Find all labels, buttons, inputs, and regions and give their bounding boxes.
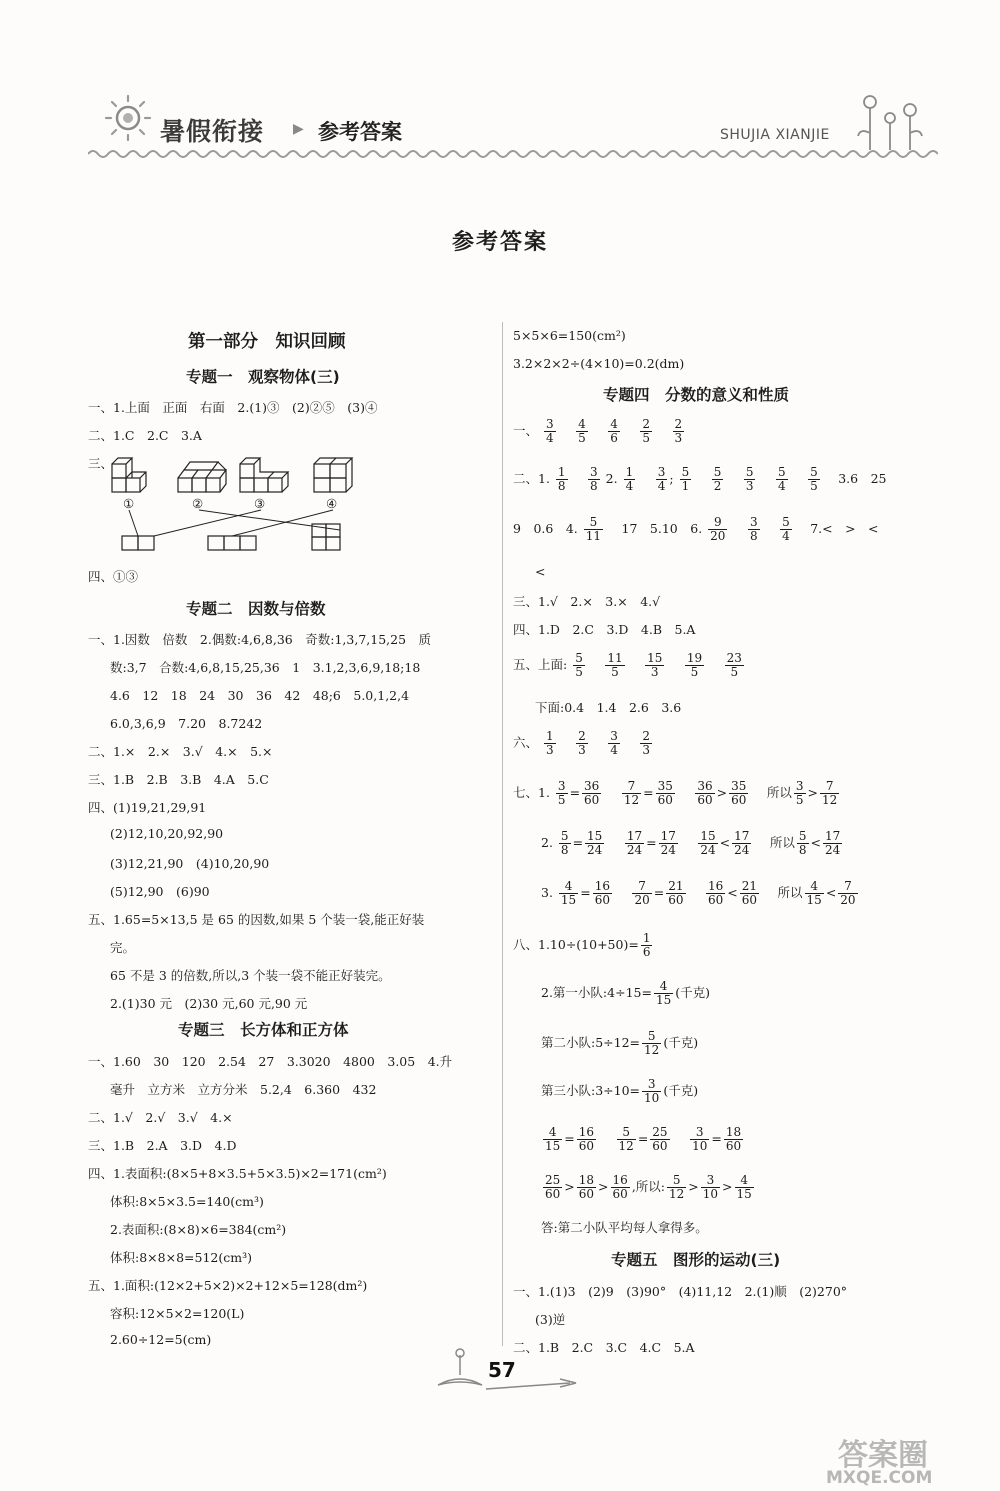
t3-line11: 2.60÷12=5(cm) [110,1332,212,1347]
t4-row-h: 下面:0.4 1.4 2.6 3.6 [535,700,682,715]
view-figure-1 [122,536,154,550]
page-number: 57 [488,1358,516,1382]
t4-row-q: $\frac{4}{15}$ = $\frac{16}{60}$ $\frac{5}{12}$ = $\frac{25}{60}$ $\frac{3}{10}$ = $\frac{18}{60}$ [545,1125,742,1154]
fraction: $\frac{4}{5}$ [578,417,586,446]
r-line2: 3.2×2×2÷(4×10)=0.2(dm) [513,356,685,371]
t4-row-p: 第三小队:3÷10= $\frac{3}{10}$ (千克) [541,1077,699,1106]
t2-line5: 二、1.× 2.× 3.√ 4.× 5.× [88,744,273,759]
fraction: $\frac{1}{8}$ [557,465,566,494]
t3-line10: 容积:12×5×2=120(L) [110,1306,245,1321]
brand-pinyin: SHUJIA XIANJIE [720,127,830,143]
t4-row-e: 三、1.√ 2.× 3.× 4.√ [513,594,661,609]
sun-icon [106,96,150,140]
cube-figure-2 [178,462,226,492]
fraction: $\frac{5}{2}$ [713,465,722,494]
watermark-logo: 答案圈 [838,1438,928,1473]
t2-line12: 完。 [110,940,136,955]
t3-line6: 体积:8×5×3.5=140(cm³) [110,1194,264,1209]
t4-row-n: 2.第一小队:4÷15= $\frac{4}{15}$ (千克) [541,979,710,1008]
arrow-right-icon: ▶ [293,121,304,137]
flower-icon [858,96,922,150]
fraction: $\frac{11}{5}$ [607,651,623,680]
matching-lines [129,510,340,536]
fraction: $\frac{15}{3}$ [647,651,663,680]
view-figure-2 [208,536,256,550]
part-title: 第一部分 知识回顾 [188,332,346,352]
t4-row-r: $\frac{25}{60}$ > $\frac{18}{60}$ > $\frac{16}{60}$ ,所以: $\frac{5}{12}$ > $\frac{3}{10}$ > $\frac{4}{15}$ [545,1173,752,1202]
t4-row-s: 答:第二小队平均每人拿得多。 [541,1220,708,1235]
t3-line3: 二、1.√ 2.√ 3.√ 4.× [88,1110,233,1125]
fraction: $\frac{4}{6}$ [610,417,618,446]
t4-row-i: 六、 $\frac{1}{3}$ $\frac{2}{3}$ $\frac{3}{4}$ $\frac{2}{3}$ [513,729,651,758]
fraction: $\frac{3}{8}$ [590,465,598,494]
fraction: $\frac{3}{4}$ [610,729,618,758]
wavy-divider [88,151,938,157]
t4-row-a: 一、 $\frac{3}{4}$ $\frac{4}{5}$ $\frac{4}{6}$ $\frac{2}{5}$ $\frac{2}{3}$ [513,417,683,446]
watermark-url: MXQE.COM [826,1468,933,1488]
header-section-title: 参考答案 [318,120,402,144]
page-title: 参考答案 [451,229,548,255]
t4-row-b: 二、1. $\frac{1}{8}$ $\frac{3}{8}$ 2. $\frac{1}{4}$ $\frac{3}{4}$ ; $\frac{5}{1}$ $\frac{5}{2}$ $\frac{5}{3}$ $\frac{5}{4}$ $\frac{5}{5}$ 3.6 25 [513,465,887,494]
cube-figure-4 [314,458,352,492]
t5-line3: 二、1.B 2.C 3.C 4.C 5.A [513,1340,695,1355]
t1-line1: 一、1.上面 正面 右面 2.(1)③ (2)②⑤ (3)④ [88,400,378,415]
fraction: $\frac{2}{3}$ [642,729,651,758]
t2-line13: 65 不是 3 的倍数,所以,3 个装一袋不能正好装完。 [110,968,391,983]
t3-line9: 五、1.面积:(12×2+5×2)×2+12×5=128(dm²) [88,1278,368,1293]
fraction: $\frac{5}{4}$ [777,465,786,494]
fraction: $\frac{1}{4}$ [625,465,634,494]
cube-label-2: ② [192,496,204,511]
topic3-title: 专题三 长方体和正方体 [178,1021,349,1039]
fraction: $\frac{5}{5}$ [810,465,818,494]
t3-line8: 体积:8×8×8=512(cm³) [110,1250,252,1265]
cube-label-3: ③ [254,496,266,511]
t2-line3: 4.6 12 18 24 30 36 42 48;6 5.0,1,2,4 [110,688,410,703]
t4-row-g: 五、上面: $\frac{5}{5}$ $\frac{11}{5}$ $\frac{15}{3}$ $\frac{19}{5}$ $\frac{23}{5}$ [513,651,742,680]
column-divider [502,322,503,1346]
topic1-title: 专题一 观察物体(三) [186,368,340,386]
t2-line11: 五、1.65=5×13,5 是 65 的因数,如果 5 个装一袋,能正好装 [88,912,425,927]
fraction: $\frac{19}{5}$ [686,651,703,680]
t4-row-j: 七、1. $\frac{3}{5}$ = $\frac{36}{60}$ $\frac{7}{12}$ = $\frac{35}{60}$ $\frac{36}{60}$ > $\frac{35}{60}$ 所以 $\frac{3}{5}$ > $\frac{7}{12}$ [513,779,838,808]
fraction: $\frac{9}{20}$ [710,515,726,544]
t2-line7: 四、(1)19,21,29,91 [88,800,207,815]
t5-line2: (3)逆 [535,1312,566,1327]
fraction: $\frac{23}{5}$ [726,651,742,680]
fraction: $\frac{2}{3}$ [674,417,683,446]
fraction: $\frac{1}{3}$ [546,729,554,758]
t4-row-m: 八、1.10÷(10+50)= $\frac{1}{6}$ [513,931,651,960]
t4-row-o: 第二小队:5÷12= $\frac{5}{12}$ (千克) [541,1029,699,1058]
t2-line1: 一、1.因数 倍数 2.偶数:4,6,8,36 奇数:1,3,7,15,25 质 [88,632,432,647]
cube-figure-1 [112,458,146,492]
t2-line10: (5)12,90 (6)90 [110,884,210,899]
t2-line8: (2)12,10,20,92,90 [110,826,224,841]
fraction: $\frac{3}{4}$ [657,465,666,494]
t3-line5: 四、1.表面积:(8×5+8×3.5+5×3.5)×2=171(cm²) [88,1166,387,1181]
t2-line6: 三、1.B 2.B 3.B 4.A 5.C [88,772,269,787]
t4-row-d: < [535,564,546,579]
t1-line2: 二、1.C 2.C 3.A [88,428,202,443]
t4-row-k: 2. $\frac{5}{8}$ = $\frac{15}{24}$ $\frac{17}{24}$ = $\frac{17}{24}$ $\frac{15}{24}$ < $\frac{17}{24}$ 所以 $\frac{5}{8}$ < $\frac{17}{24}$ [541,829,841,858]
brand-title: 暑假衔接 [160,117,265,146]
t3-line1: 一、1.60 30 120 2.54 27 3.3020 4800 3.05 4.升 [88,1054,453,1069]
fraction: $\frac{5}{5}$ [575,651,583,680]
t1-line4: 四、①③ [88,569,139,584]
topic5-title: 专题五 图形的运动(三) [611,1251,781,1269]
fraction: $\frac{2}{5}$ [642,417,651,446]
t4-row-c: 9 0.6 4. $\frac{5}{11}$ 17 5.10 6. $\frac{9}{20}$ $\frac{3}{8}$ $\frac{5}{4}$ 7.< > < [513,515,879,544]
fraction: $\frac{5}{4}$ [782,515,790,544]
t2-line9: (3)12,21,90 (4)10,20,90 [110,856,270,871]
t2-line2: 数:3,7 合数:4,6,8,15,25,36 1 3.1,2,3,6,9,18;18 [110,660,421,675]
t3-line2: 毫升 立方米 立方分米 5.2,4 6.360 432 [110,1082,377,1097]
fraction: $\frac{5}{3}$ [745,465,754,494]
cube-figure-3 [240,458,288,492]
t4-row-l: 3. $\frac{4}{15}$ = $\frac{16}{60}$ $\frac{7}{20}$ = $\frac{21}{60}$ $\frac{16}{60}$ < $\frac{21}{60}$ 所以 $\frac{4}{15}$ < $\frac{7}{20}$ [541,879,856,908]
t1-line3: 三、 [88,456,114,471]
t2-line4: 6.0,3,6,9 7.20 8.7242 [110,716,263,731]
fraction: $\frac{5}{11}$ [585,515,602,544]
t5-line1: 一、1.(1)3 (2)9 (3)90° (4)11,12 2.(1)顺 (2)270° [513,1284,848,1299]
t4-row-f: 四、1.D 2.C 3.D 4.B 5.A [513,622,696,637]
t2-line14: 2.(1)30 元 (2)30 元,60 元,90 元 [110,996,308,1011]
fraction: $\frac{2}{3}$ [578,729,586,758]
topic2-title: 专题二 因数与倍数 [186,600,326,618]
t3-line4: 三、1.B 2.A 3.D 4.D [88,1138,237,1153]
cube-label-4: ④ [326,496,338,511]
r-line1: 5×5×6=150(cm²) [513,328,626,343]
fraction: $\frac{3}{4}$ [546,417,554,446]
t3-line7: 2.表面积:(8×8)×6=384(cm²) [110,1222,287,1237]
fraction: $\frac{3}{8}$ [749,515,758,544]
cube-label-1: ① [123,496,135,511]
topic4-title: 专题四 分数的意义和性质 [603,386,790,404]
fraction: $\frac{5}{1}$ [681,465,690,494]
